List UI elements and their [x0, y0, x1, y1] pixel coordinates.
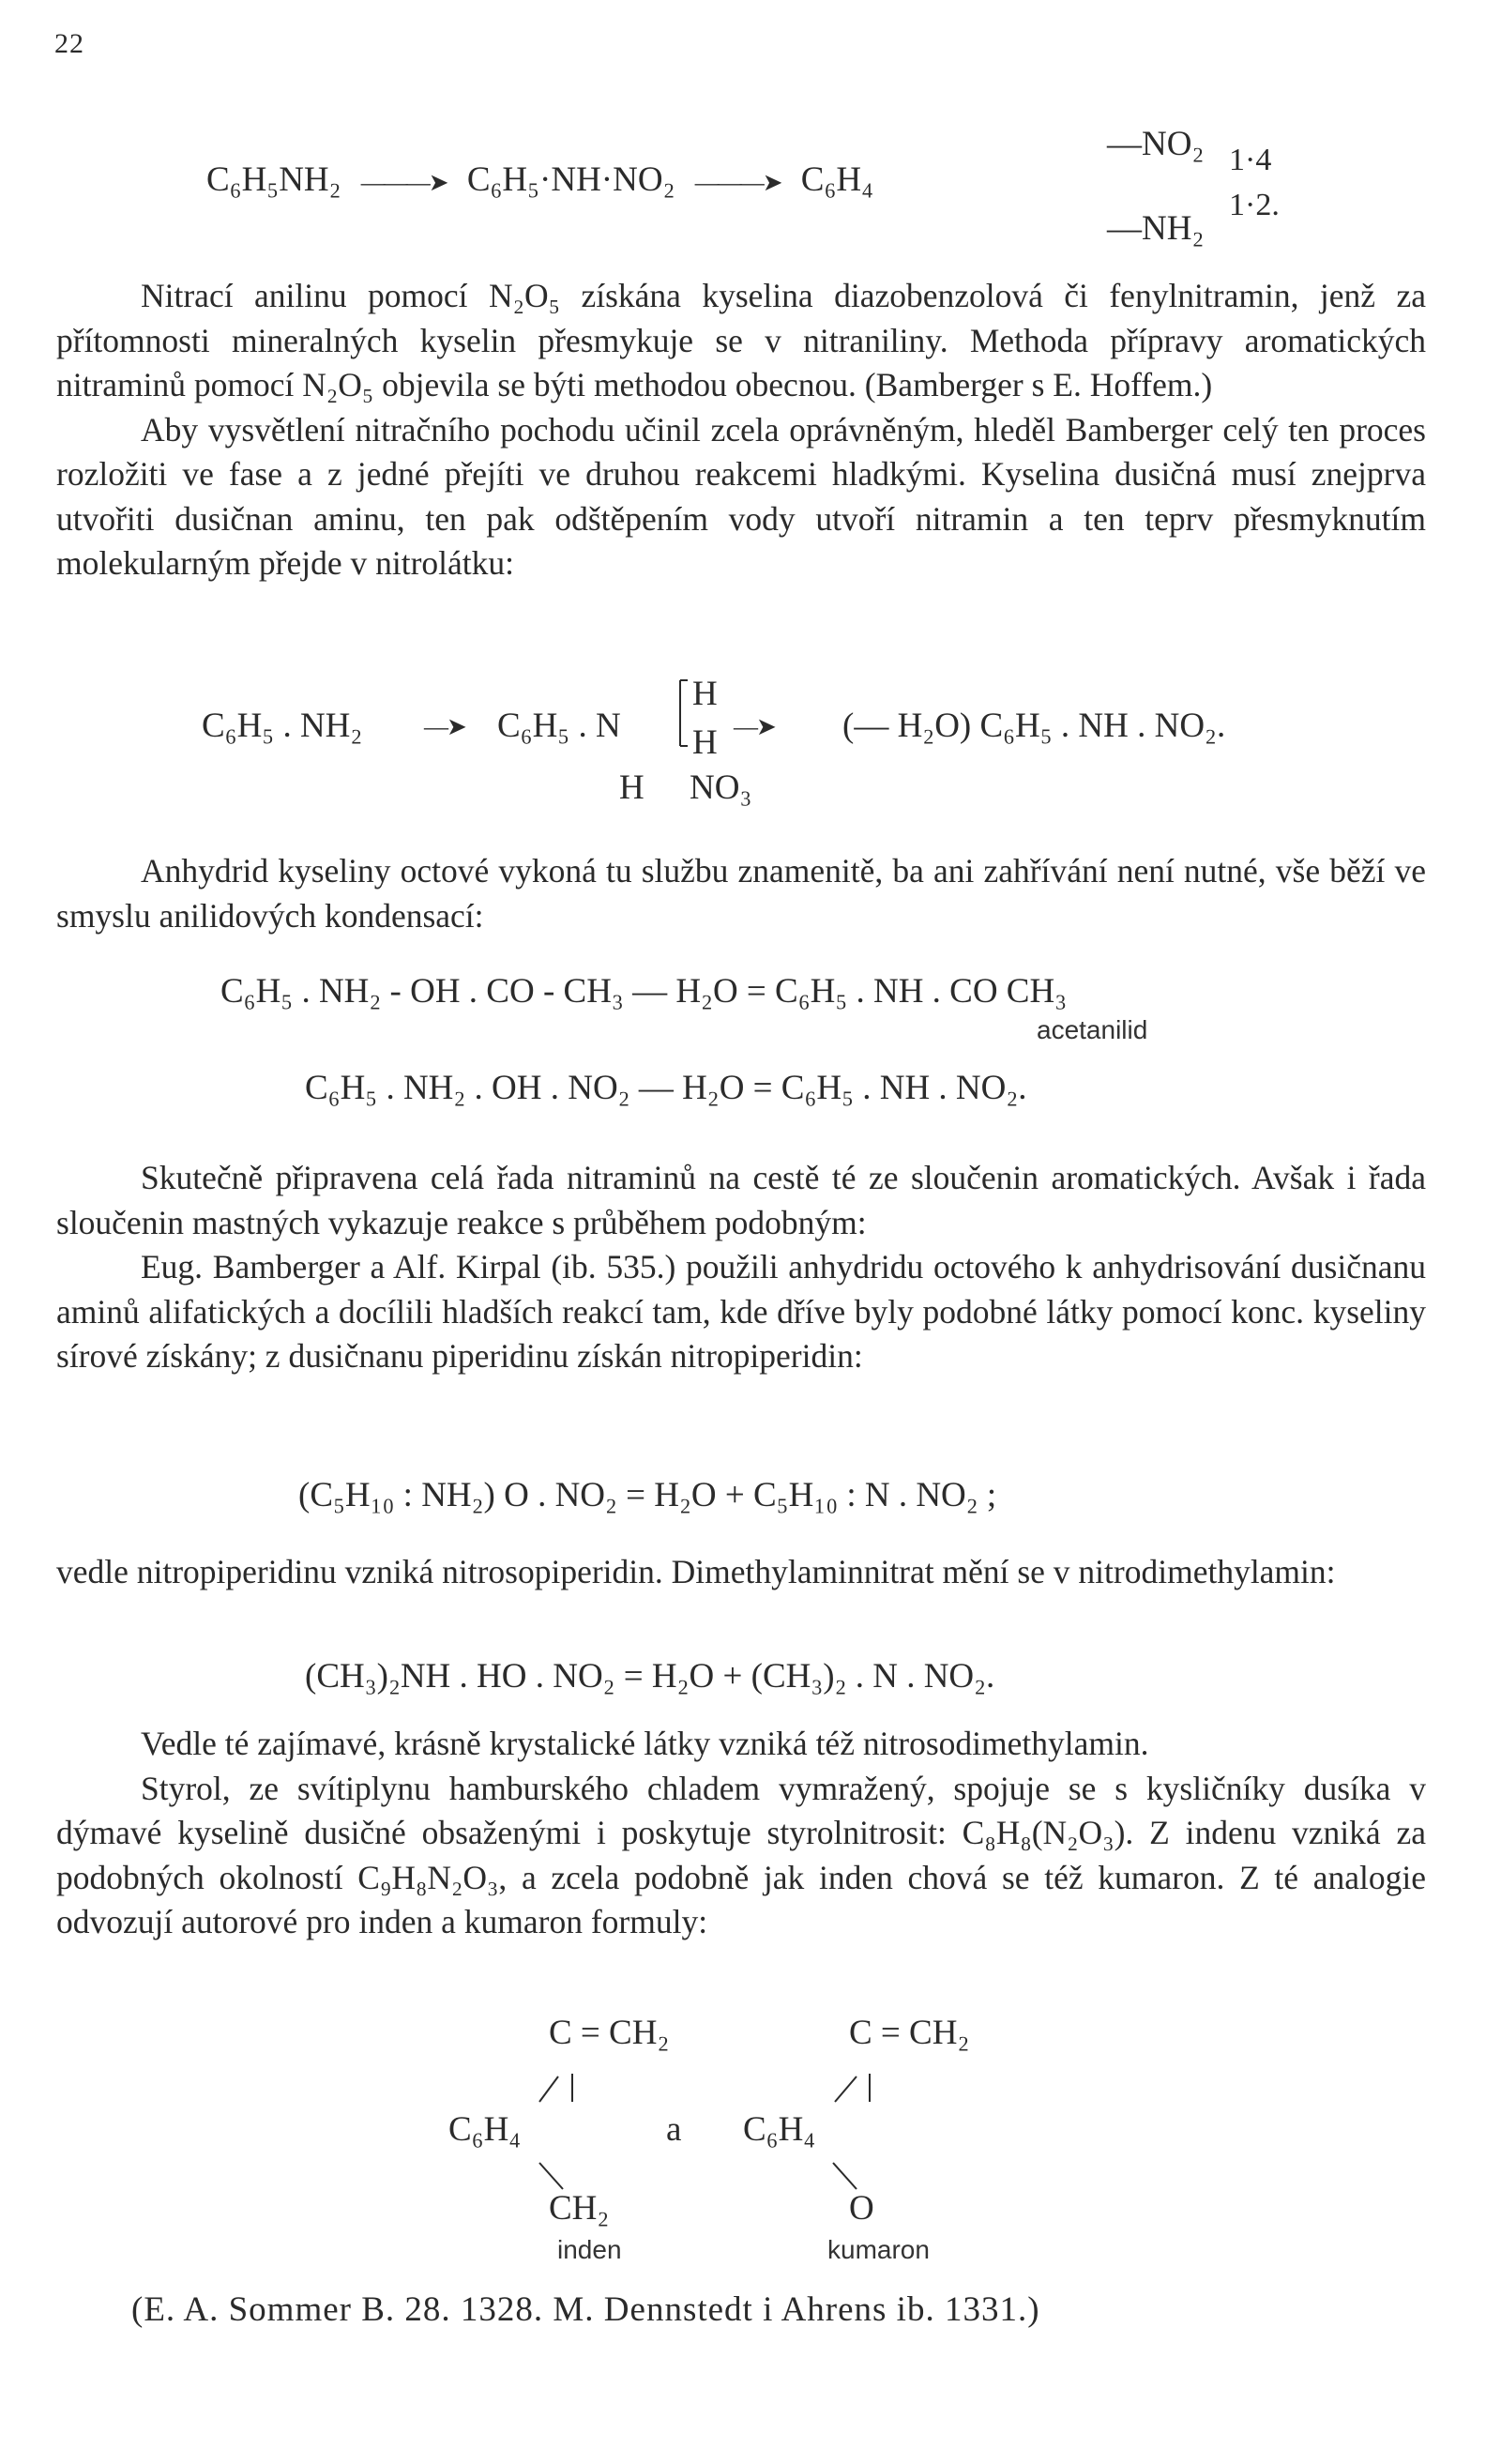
reaction-6: (CH₃)₂NH . HO . NO₂ = H₂O + (CH₃)₂ . N . NO₂.: [305, 1657, 995, 1696]
inden-top: C = CH₂: [549, 2014, 670, 2052]
kumaron-label: kumaron: [827, 2235, 930, 2264]
paragraph-5: [56, 1722, 1426, 1945]
reaction-3-label: acetanilid: [1037, 1015, 1148, 1044]
reaction-5: (C₅H₁₀ : NH₂) O . NO₂ = H₂O + C₅H₁₀ : N . NO₂ ;: [298, 1476, 997, 1514]
paragraph-text: Styrol, ze svítiplynu hamburského chladem vymražený, spojuje se s kysličníky dusíka v dýmavé kyselině dusičné obsaženými i poskytuje styrolnitrosit: C₈H₈(N₂O₃). Z indenu vzniká za podobných okolností C₉H₈N₂O₃, a zcela podobně jak inden chová se též kumaron. Z té analogie odvozují autorové pro inden a kumaron formuly:: [56, 1769, 1426, 1940]
inden-ring: C₆H₄: [448, 2110, 522, 2149]
reaction-1-intermediate: C₆H₅·NH·NO₂: [466, 160, 675, 199]
reaction-2-below-no3: NO₃: [690, 768, 752, 807]
reaction-4: C₆H₅ . NH₂ . OH . NO₂ — H₂O = C₆H₅ . NH . NO₂.: [305, 1069, 1027, 1107]
reaction-2-left: C₆H₅ . NH₂: [202, 707, 363, 745]
paragraph-3: [56, 1156, 1426, 1379]
paragraph-text: Eug. Bamberger a Alf. Kirpal (ib. 535.) použili anhydridu octového k anhydrisování dusičnanu aminů alifatických a docílili hladších reakcí tam, kde dříve byly podobné látky pomocí konc. kyseliny sírové získány; z dusičnanu piperidinu získán nitropiperidin:: [56, 1248, 1426, 1375]
kumaron-bonds: [802, 2069, 933, 2200]
inden-label: inden: [557, 2235, 622, 2264]
paragraph-text: Nitrací anilinu pomocí N₂O₅ získána kyselina diazobenzolová či fenylnitramin, jenž za přítomnosti mineralných kyselin přesmykuje se v nitraniliny. Methoda přípravy aromatických nitraminů pomocí N₂O₅ objevila se býti methodou obecnou. (Bamberger s E. Hoffem.): [56, 277, 1426, 403]
paragraph-text: Skutečně připravena celá řada nitraminů na cestě té ze sloučenin aromatických. Avšak i řada sloučenin mastných vykazuje reakce s průběhem podobným:: [56, 1159, 1426, 1241]
reaction-1-substituent-top: —NO₂: [1107, 125, 1205, 163]
kumaron-ring: C₆H₄: [743, 2110, 816, 2149]
reaction-1-reactant: C₆H₅NH₂: [206, 160, 341, 199]
reaction-2-middle: C₆H₅ . N: [497, 707, 621, 745]
paragraph-text: Anhydrid kyseliny octové vykoná tu službu znamenitě, ba ani zahřívání není nutné, vše běží ve smyslu anilidových kondensací:: [56, 852, 1426, 935]
paragraph-text: vedle nitropiperidinu vzniká nitrosopiperidin. Dimethylaminnitrat mění se v nitrodimethylamin:: [56, 1553, 1336, 1590]
reaction-1-position-bottom: 1·2.: [1229, 188, 1280, 222]
paragraph-2: [56, 849, 1426, 938]
page-number: 22: [54, 28, 84, 59]
reaction-1-product: C₆H₄: [800, 160, 873, 199]
reaction-2-right: (— H₂O) C₆H₅ . NH . NO₂.: [842, 707, 1226, 745]
paragraph-text: Aby vysvětlení nitračního pochodu učinil zcela oprávněným, hleděl Bamberger celý ten proces rozložiti ve fase a z jedné přejíti ve druhou reakcemi hladkými. Kyselina dusičná musí znejprva utvořiti dusičnan aminu, ten pak odštěpením vody utvoří nitramin a ten teprv přesmyknutím molekularným přejde v nitrolátku:: [56, 410, 1426, 582]
brace-icon: [671, 676, 690, 751]
arrow-icon: —➤: [424, 713, 465, 740]
paragraph-1: [56, 274, 1426, 586]
arrow-icon: ———➤: [360, 169, 447, 196]
reaction-1-substituent-bottom: —NH₂: [1107, 209, 1205, 248]
inden-bonds: [507, 2069, 638, 2200]
reaction-2-brace-bottom: H: [692, 723, 718, 762]
inden-bottom: CH₂: [549, 2189, 610, 2228]
arrow-icon: ———➤: [694, 169, 781, 196]
reaction-1: [206, 160, 873, 200]
arrow-icon: —➤: [734, 713, 775, 740]
reaction-2-below-h: H: [619, 768, 644, 807]
kumaron-bottom: O: [849, 2189, 874, 2228]
reaction-2-brace-top: H: [692, 675, 718, 713]
reaction-3: C₆H₅ . NH₂ - OH . CO - CH₃ — H₂O = C₆H₅ . NH . CO CH₃: [220, 972, 1068, 1011]
paragraph-text: Vedle té zajímavé, krásně krystalické látky vzniká též nitrosodimethylamin.: [141, 1725, 1149, 1762]
paragraph-4: [56, 1550, 1426, 1595]
kumaron-top: C = CH₂: [849, 2014, 970, 2052]
structures-connector: a: [666, 2110, 682, 2149]
citation: (E. A. Sommer B. 28. 1328. M. Dennstedt i Ahrens ib. 1331.): [131, 2290, 1040, 2329]
reaction-1-position-top: 1·4: [1229, 143, 1272, 177]
